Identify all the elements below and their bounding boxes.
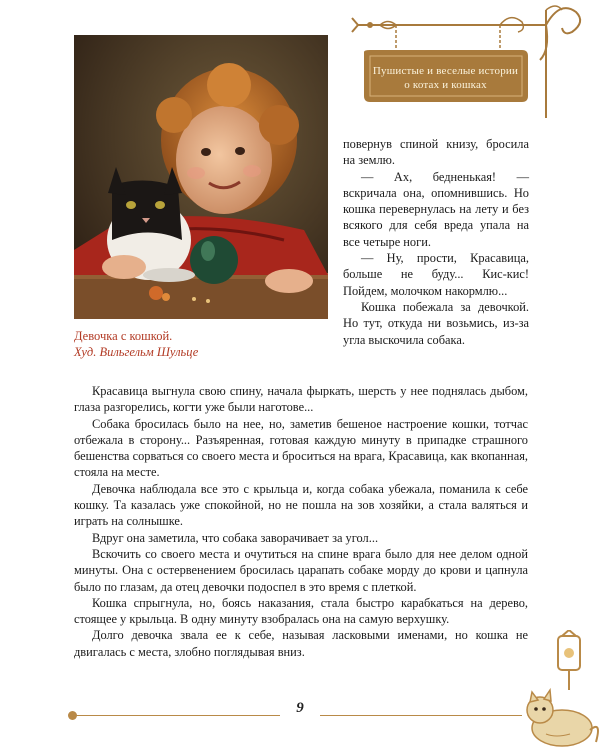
paragraph: повернув спиной книзу, бросила на землю. — [343, 137, 529, 168]
paragraph: — Ах, бедненькая! — вскричала она, опомнившись. Но кошка перевернулась на лету и без всякого для себя вреда упала на все четыре ноги. — [343, 169, 529, 249]
footer-ornament-left — [68, 711, 77, 720]
paragraph: Кошка спрыгнула, но, боясь наказания, стала быстро карабкаться на дерево, стоящее у крыльца. В одну минуту взобралась она на самую верхушку. — [74, 595, 528, 627]
caption-artist: Худ. Вильгельм Шульце — [74, 345, 199, 359]
painting-image — [74, 35, 328, 319]
paragraph: Красавица выгнула свою спину, начала фыркать, шерсть у нее поднялась дыбом, глаза разгорелись, когти уже были наготове... — [74, 384, 528, 415]
paragraph: Девочка наблюдала все это с крыльца и, когда собака убежала, поманила к себе кошку. Та казалась уже спокойной, но не пошла на зов хозяйки, а стала валяться и играть на солнышке. — [74, 481, 528, 529]
sign-title-line1: Пушистые и веселые истории — [372, 65, 519, 77]
corner-cat-lantern-ornament — [510, 630, 600, 750]
painting-girl-with-cat — [74, 35, 328, 319]
page-number: 9 — [280, 700, 320, 717]
hanging-sign-ornament — [350, 0, 600, 120]
paragraph: Вскочить со своего места и очутиться на спине врага было для нее делом одной минуты. Она с остервенением бросилась царапать собаке морду до крови и цапнула было по глазам, да отец девочки подоспел в это время с плеткой. — [74, 546, 528, 594]
sign-title — [364, 64, 527, 92]
paragraph: Кошка побежала за девочкой. Но тут, откуда ни возьмись, из-за угла выскочила собака. — [343, 299, 529, 347]
sign-title-line2: о котах и кошках — [404, 79, 487, 91]
paragraph: Вдруг она заметила, что собака заворачивает за угол... — [92, 530, 379, 545]
paragraph: — Ну, прости, Красавица, больше не буду... Кис-кис! Пойдем, молочком накормлю... — [343, 251, 529, 298]
painting-caption — [74, 328, 198, 360]
text-main-body — [74, 383, 528, 660]
caption-title: Девочка с кошкой. — [74, 329, 173, 343]
paragraph: Собака бросилась было на нее, но, заметив бешеное настроение кошки, тотчас отбежала в сторону... Разъяренная, готовая каждую минуту в припадке страшного бешенства сорваться со своего места и броситься на врага, Красавица, как вкопанная, стояла на месте. — [74, 416, 528, 480]
paragraph: Долго девочка звала ее к себе, называя ласковыми именами, но кошка не двигалась с места, злобно поглядывая вниз. — [74, 628, 528, 659]
text-right-column — [343, 136, 529, 348]
